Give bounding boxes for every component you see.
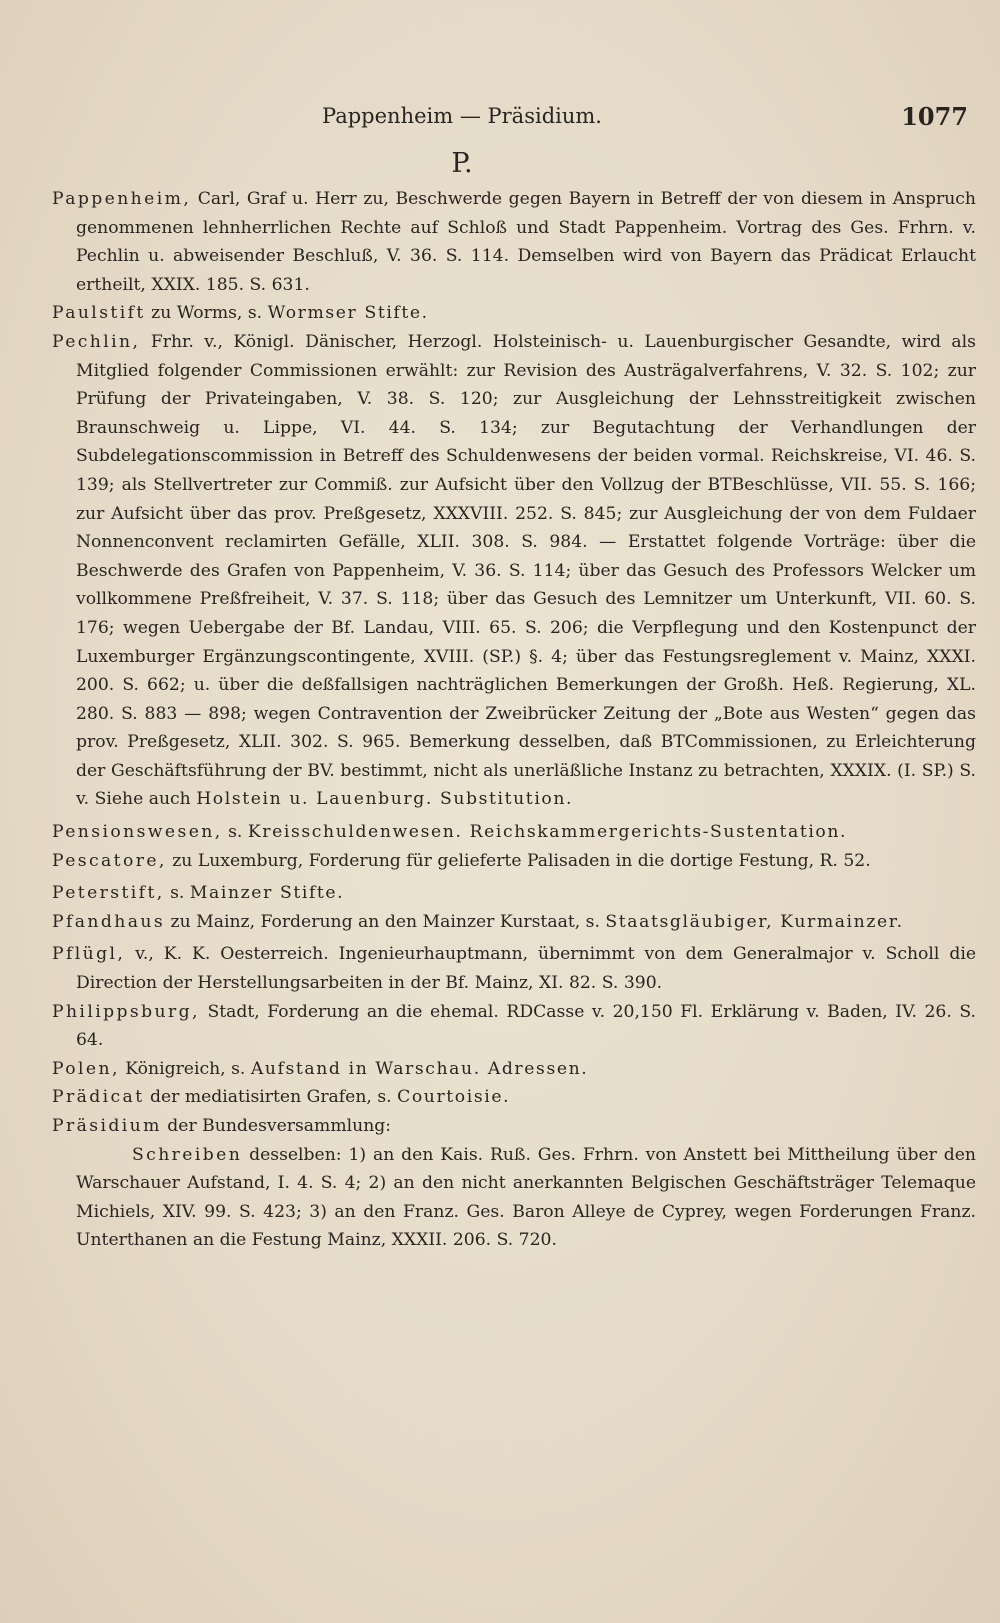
entry-headword: Pescatore, [52, 850, 167, 871]
running-head: Pappenheim — Präsidium. [322, 104, 602, 128]
section-letter: P. [451, 148, 473, 179]
entry-headword: Pappenheim, [52, 189, 192, 209]
entry-cross-reference: Mainzer Stifte. [189, 883, 345, 904]
index-entry [52, 1112, 976, 1141]
entry-text: Carl, Graf u. Herr zu, Beschwerde gegen Bayern in Betreff der von diesem in Anspruch genommenen lehnherrlichen Rechte auf Schloß und Stadt Pappenheim. Vortrag des Ges. Frhrn. v. Pechlin u. abweisender Beschluß, V. 36. S. 114. Demselben wird von Bayern das Prädicat Erlaucht ertheilt, XXIX. 185. S. 631. [76, 189, 976, 295]
entry-headword: Pfandhaus [52, 911, 166, 932]
entry-cross-reference: Kreisschuldenwesen. Reichskammergerichts-Sustentation. [247, 822, 848, 843]
entry-text: zu Mainz, Forderung an den Mainzer Kurstaat, s. [165, 911, 606, 932]
sub-entry-headword: Schreiben [132, 1144, 243, 1165]
entry-headword: Präsidium [52, 1116, 162, 1136]
entry-text: Stadt, Forderung an die ehemal. RDCasse v. 20,150 Fl. Erklärung v. Baden, IV. 26. S. 64. [76, 1001, 976, 1051]
index-entry [52, 998, 976, 1055]
entry-headword: Pensionswesen, [52, 822, 223, 843]
entry-cross-reference: Wormser Stifte. [267, 303, 429, 324]
entry-text: der mediatisirten Grafen, s. [144, 1087, 398, 1108]
index-entry [52, 847, 976, 876]
index-entry [52, 908, 976, 937]
entry-cross-reference: Courtoisie. [397, 1087, 511, 1108]
entry-headword: Pflügl, [52, 944, 126, 965]
index-entry [52, 328, 976, 814]
entry-text: Königreich, s. [119, 1058, 251, 1079]
entry-text: s. [164, 883, 190, 904]
index-entry [52, 940, 976, 997]
entry-cross-reference: Staatsgläubiger, Kurmainzer. [605, 911, 904, 932]
index-entry [52, 1055, 976, 1084]
entry-text: v., K. K. Oesterreich. Ingenieurhauptmann, übernimmt von dem Generalmajor v. Scholl die Direction der Herstellungsarbeiten in der Bf. Mainz, XI. 82. S. 390. [76, 944, 976, 994]
index-entries [52, 185, 976, 1255]
sub-entry-text: desselben: 1) an den Kais. Ruß. Ges. Frhrn. von Anstett bei Mittheilung über den Warschauer Aufstand, I. 4. S. 4; 2) an den nicht anerkannten Belgischen Geschäftsträger Telemaque Michiels, XIV. 99. S. 423; 3) an den Franz. Ges. Baron Alleye de Cyprey, wegen Forderungen Franz. Unterthanen an die Festung Mainz, XXXII. 206. S. 720. [76, 1144, 976, 1251]
entry-cross-reference: Holstein u. Lauenburg. Substitution. [196, 789, 574, 810]
entry-headword: Philippsburg, [52, 1001, 200, 1022]
entry-text: zu Worms, s. [145, 303, 268, 324]
index-sub-entry [52, 1141, 976, 1255]
index-entry [52, 879, 976, 908]
entry-headword: Pechlin, [52, 331, 141, 352]
entry-cross-reference: Aufstand in Warschau. Adressen. [250, 1058, 589, 1079]
entry-headword: Peterstift, [52, 883, 165, 904]
index-entry [52, 299, 976, 328]
entry-text: s. [222, 822, 248, 843]
entry-headword: Prädicat [52, 1087, 145, 1108]
entry-text: der Bundesversammlung: [161, 1116, 392, 1136]
index-entry [52, 185, 976, 299]
index-entry [52, 1083, 976, 1112]
entry-text: Frhr. v., Königl. Dänischer, Herzogl. Holsteinisch- u. Lauenburgischer Gesandte, wird als Mitglied folgender Commissionen erwählt: zur Revision des Austrägalverfahrens, V. 32. S. 102; zur Prüfung der Privateingaben, V. 38. S. 120; zur Ausgleichung der Lehnsstreitigkeit zwischen Braunschweig u. Lippe, VI. 44. S. 134; zur Begutachtung der Verhandlungen der Subdelegationscommission in Betreff des Schuldenwesens der beiden vormal. Reichskreise, VI. 46. S. 139; als Stellvertreter zur Commiß. zur Aufsicht über den Vollzug der BTBeschlüsse, VII. 55. S. 166; zur Aufsicht über das prov. Preßgesetz, XXXVIII. 252. S. 845; zur Ausgleichung der von dem Fuldaer Nonnenconvent reclamirten Gefälle, XLII. 308. S. 984. — Erstattet folgende Vorträge: über die Beschwerde des Grafen von Pappenheim, V. 36. S. 114; über das Gesuch des Professors Welcker um vollkommene Preßfreiheit, V. 37. S. 118; über das Gesuch des Lemnitzer um Unterkunft, VII. 60. S. 176; wegen Uebergabe der Bf. Landau, VIII. 65. S. 206; die Verpflegung und den Kostenpunct der Luxemburger Ergänzungscontingente, XVIII. (SP.) §. 4; über das Festungsreglement v. Mainz, XXXI. 200. S. 662; u. über die deßfallsigen nachträglichen Bemerkungen der Großh. Heß. Regierung, XL. 280. S. 883 — 898; wegen Contravention der Zweibrücker Zeitung der „Bote aus Westen“ gegen das prov. Preßgesetz, XLII. 302. S. 965. Bemerkung desselben, daß BTCommissionen, zu Erleichterung der Geschäftsführung der BV. bestimmt, nicht als unerläßliche Instanz zu betrachten, XXXIX. (I. SP.) S. v. Siehe auch [76, 331, 976, 810]
entry-headword: Polen, [52, 1058, 120, 1079]
entry-text: zu Luxemburg, Forderung für gelieferte Palisaden in die dortige Festung, R. 52. [166, 850, 871, 871]
page-header [52, 100, 968, 140]
page-number: 1077 [901, 102, 968, 131]
index-entry [52, 818, 976, 847]
entry-headword: Paulstift [52, 303, 146, 324]
